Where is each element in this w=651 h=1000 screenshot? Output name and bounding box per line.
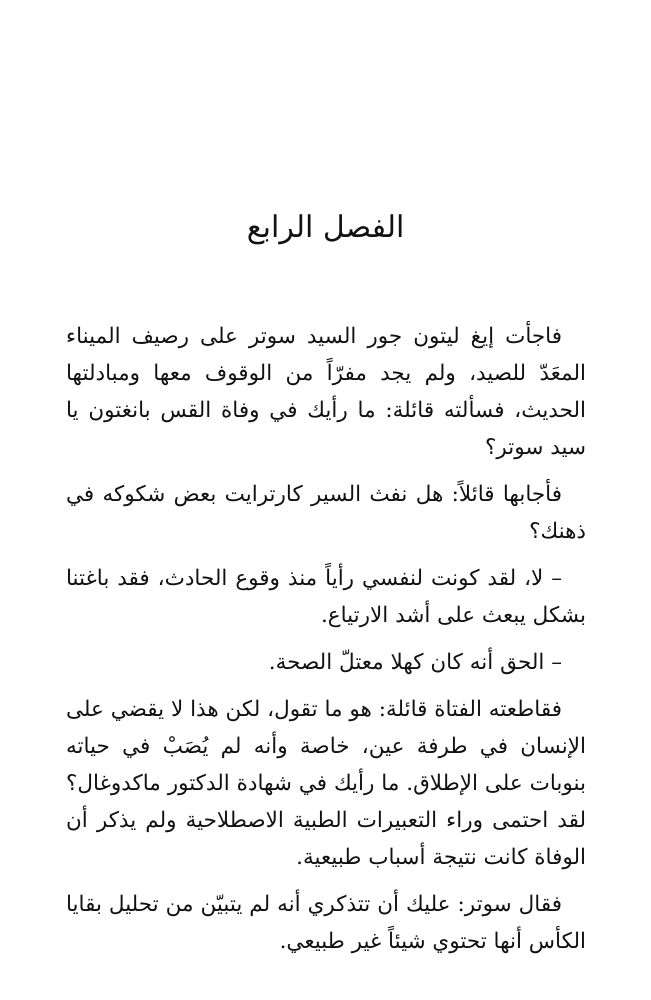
paragraph-5: فقاطعته الفتاة قائلة: هو ما تقول، لكن هذا لا يقضي على الإنسان في طرفة عين، خاصة وأنه لم يُصَبْ في حياته بنوبات على الإطلاق. ما رأيك في شهادة الدكتور ماكدوغال؟ لقد احتمى وراء التعبيرات الطبية الاصطلاحية ولم يذكر أن الوفاة كانت نتيجة أسباب طبيعية. xyxy=(66,697,586,870)
paragraph-6: فقال سوتر: عليك أن تتذكري أنه لم يتبيّن من تحليل بقايا الكأس أنها تحتوي شيئاً غير طبيعي. xyxy=(66,892,586,954)
paragraph-4: – الحق أنه كان كهلا معتلّ الصحة. xyxy=(268,650,562,675)
chapter-body xyxy=(66,318,586,970)
paragraph-1: فاجأت إيغ ليتون جور السيد سوتر على رصيف الميناء المعَدّ للصيد، ولم يجد مفرّاً من الوقوف معها ومبادلتها الحديث، فسألته قائلة: ما رأيك في وفاة القس بانغتون يا سيد سوتر؟ xyxy=(66,324,586,460)
chapter-title: الفصل الرابع xyxy=(246,210,405,245)
paragraph-3: – لا، لقد كونت لنفسي رأياً منذ وقوع الحادث، فقد باغتنا بشكل يبعث على أشد الارتياع. xyxy=(66,566,586,628)
paragraph-2: فأجابها قائلاً: هل نفث السير كارترايت بعض شكوكه في ذهنك؟ xyxy=(66,482,586,544)
